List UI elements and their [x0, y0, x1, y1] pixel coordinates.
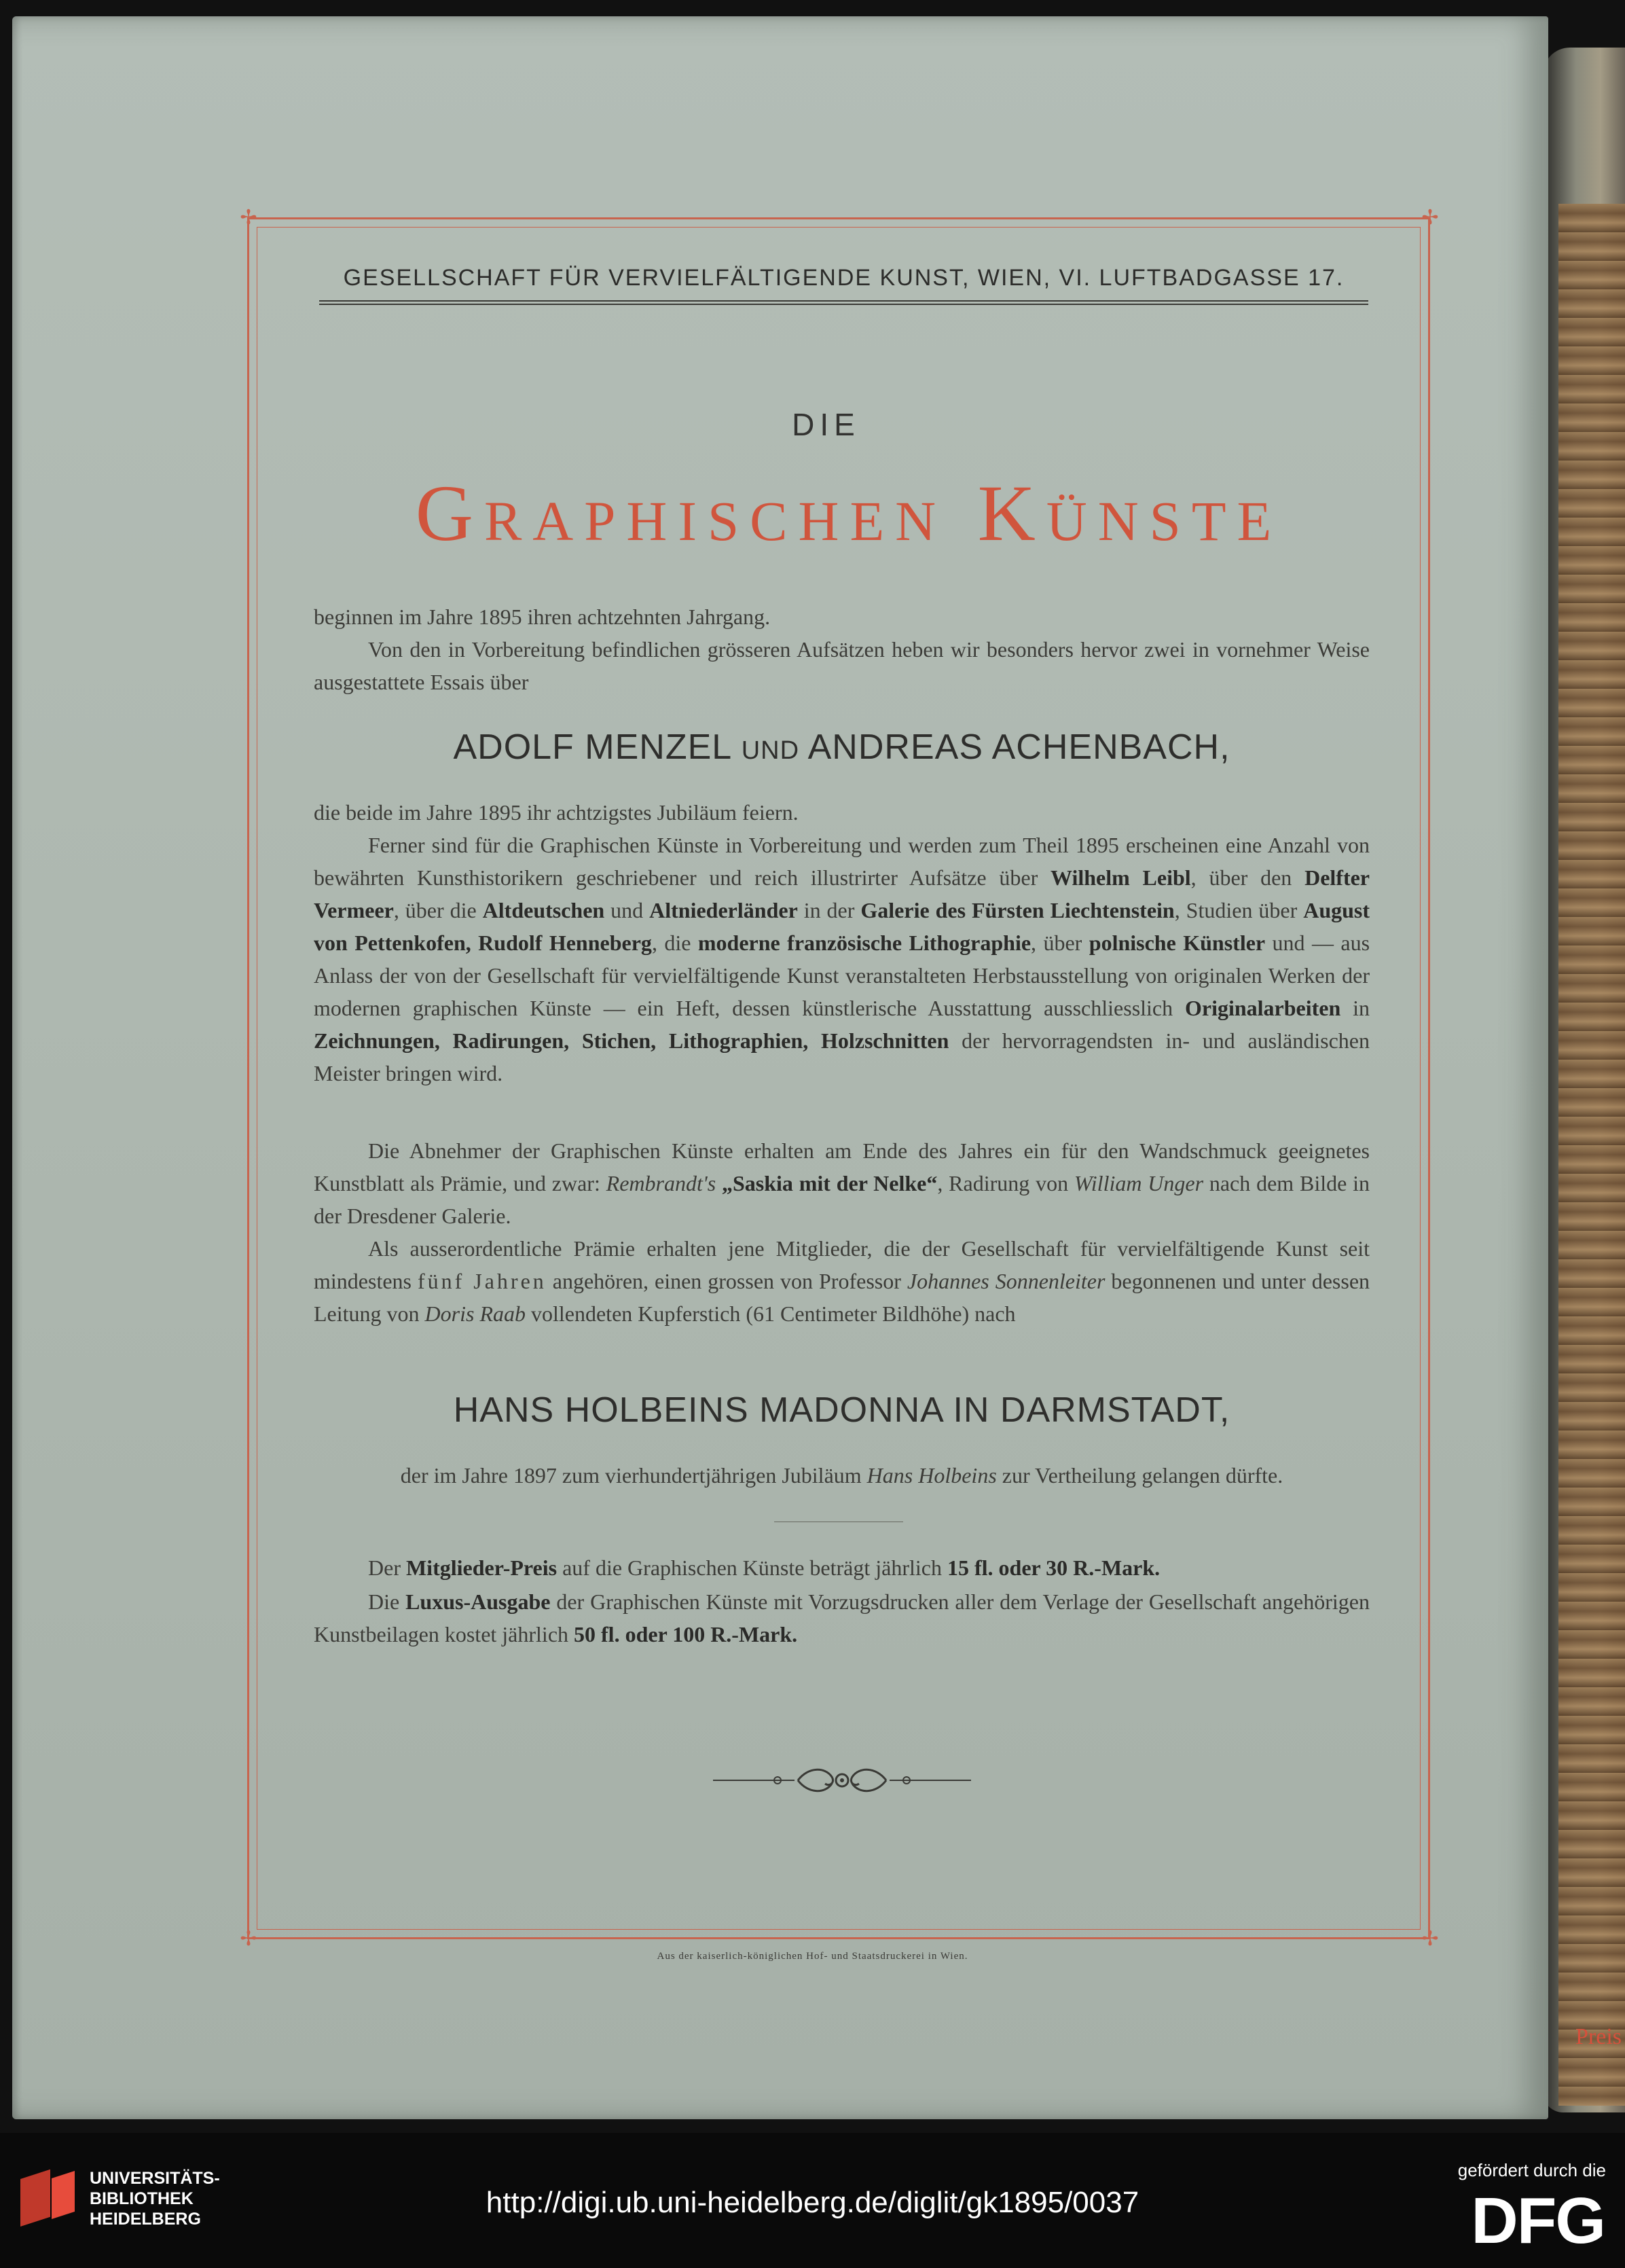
paragraph-articles: Ferner sind für die Graphischen Künste in Vorbereitung und werden zum Theil 1895 erscheinen eine Anzahl von bewährten Kunsthistorikern geschriebener und reich illustrirter Aufsätze über Wilhelm Leibl, über den Delfter Vermeer, über die Altdeutschen und Altniederländer in der Galerie des Fürsten Liechtenstein, Studien über August von Pettenkofen, Rudolf Henneberg, die moderne französische Lithographie, über polnische Künstler und — aus Anlass der von der Gesellschaft für vervielfältigende Kunst veranstalteten Herbstausstellung von originalen Werken der modernen graphischen Künste — ein Heft, dessen künstlerische Ausstattung ausschliesslich Originalarbeiten in Zeichnungen, Radirungen, Stichen, Lithographien, Holzschnitten der hervorragendsten in- und ausländischen Meister bringen wird.	[314, 833, 1370, 1085]
adjacent-page-text: Preis	[1575, 2024, 1622, 2049]
paragraph-luxury-price: Die Luxus-Ausgabe der Graphischen Künste mit Vorzugsdrucken aller dem Verlage der Gesellschaft angehörigen Kunstbeilagen kostet jährlich 50 fl. oder 100 R.-Mark.	[314, 1589, 1370, 1646]
fleuron-ornament-icon	[713, 1763, 971, 1797]
publisher-header: GESELLSCHAFT FÜR VERVIELFÄLTIGENDE KUNST, WIEN, VI. LUFTBADGASSE 17.	[343, 265, 1345, 291]
corner-ornament-icon: ✢	[240, 206, 257, 229]
subject-heading-holbein: HANS HOLBEINS MADONNA IN DARMSTADT,	[453, 1390, 1230, 1430]
adjacent-page-edge	[1558, 204, 1625, 2106]
corner-ornament-icon: ✢	[240, 1928, 257, 1950]
paragraph-premium: Die Abnehmer der Graphischen Künste erhalten am Ende des Jahres ein für den Wandschmuck geeignetes Kunstblatt als Prämie, und zwar: Rembrandt's „Saskia mit der Nelke“, Radirung von William Unger nach dem Bilde in der Dresdener Galerie.	[314, 1138, 1370, 1228]
subject-name-menzel: ADOLF MENZEL	[453, 727, 731, 767]
subject-heading-menzel-achenbach	[314, 727, 1370, 768]
header-double-rule	[319, 300, 1368, 305]
corner-ornament-icon: ✢	[1421, 1928, 1439, 1950]
paragraph-special-premium: Als ausserordentliche Prämie erhalten jene Mitglieder, die der Gesellschaft für vervielfältigende Kunst seit mindestens fünf Jahren angehören, einen grossen von Professor Johannes Sonnenleiter begonnenen und unter dessen Leitung von Doris Raab vollendeten Kupferstich (61 Centimeter Bildhöhe) nach	[314, 1236, 1370, 1326]
funding-caption: gefördert durch die	[1457, 2160, 1606, 2180]
document-url-link[interactable]: http://digi.ub.uni-heidelberg.de/diglit/gk1895/0037	[486, 2186, 1139, 2219]
page-title: Graphischen Künste	[415, 469, 1283, 558]
paragraph-member-price: Der Mitglieder-Preis auf die Graphischen Künste beträgt jährlich 15 fl. oder 30 R.-Mark.	[368, 1555, 1161, 1580]
title-article: DIE	[792, 407, 860, 442]
corner-ornament-icon: ✢	[1421, 206, 1439, 229]
dfg-logo: DFG	[1471, 2184, 1605, 2257]
printer-imprint: Aus der kaiserlich-königlichen Hof- und Staatsdruckerei in Wien.	[657, 1951, 968, 1962]
university-library-name: UNIVERSITÄTS- BIBLIOTHEK HEIDELBERG	[90, 2169, 220, 2229]
paragraph-holbein: der im Jahre 1897 zum vierhundertjährigen Jubiläum Hans Holbeins zur Vertheilung gelangen dürfte.	[400, 1463, 1283, 1488]
subject-name-achenbach: ANDREAS ACHENBACH,	[807, 727, 1230, 767]
paragraph-jubilee: die beide im Jahre 1895 ihr achtzigstes Jubiläum feiern.	[314, 800, 799, 825]
subject-conjunction: UND	[741, 736, 800, 765]
paragraph-intro: beginnen im Jahre 1895 ihren achtzehnten Jahrgang.	[314, 605, 771, 629]
viewer-footer	[0, 2133, 1625, 2268]
paragraph-essays: Von den in Vorbereitung befindlichen grösseren Aufsätzen heben wir besonders hervor zwei in vornehmer Weise ausgestattete Essais über	[314, 637, 1370, 694]
